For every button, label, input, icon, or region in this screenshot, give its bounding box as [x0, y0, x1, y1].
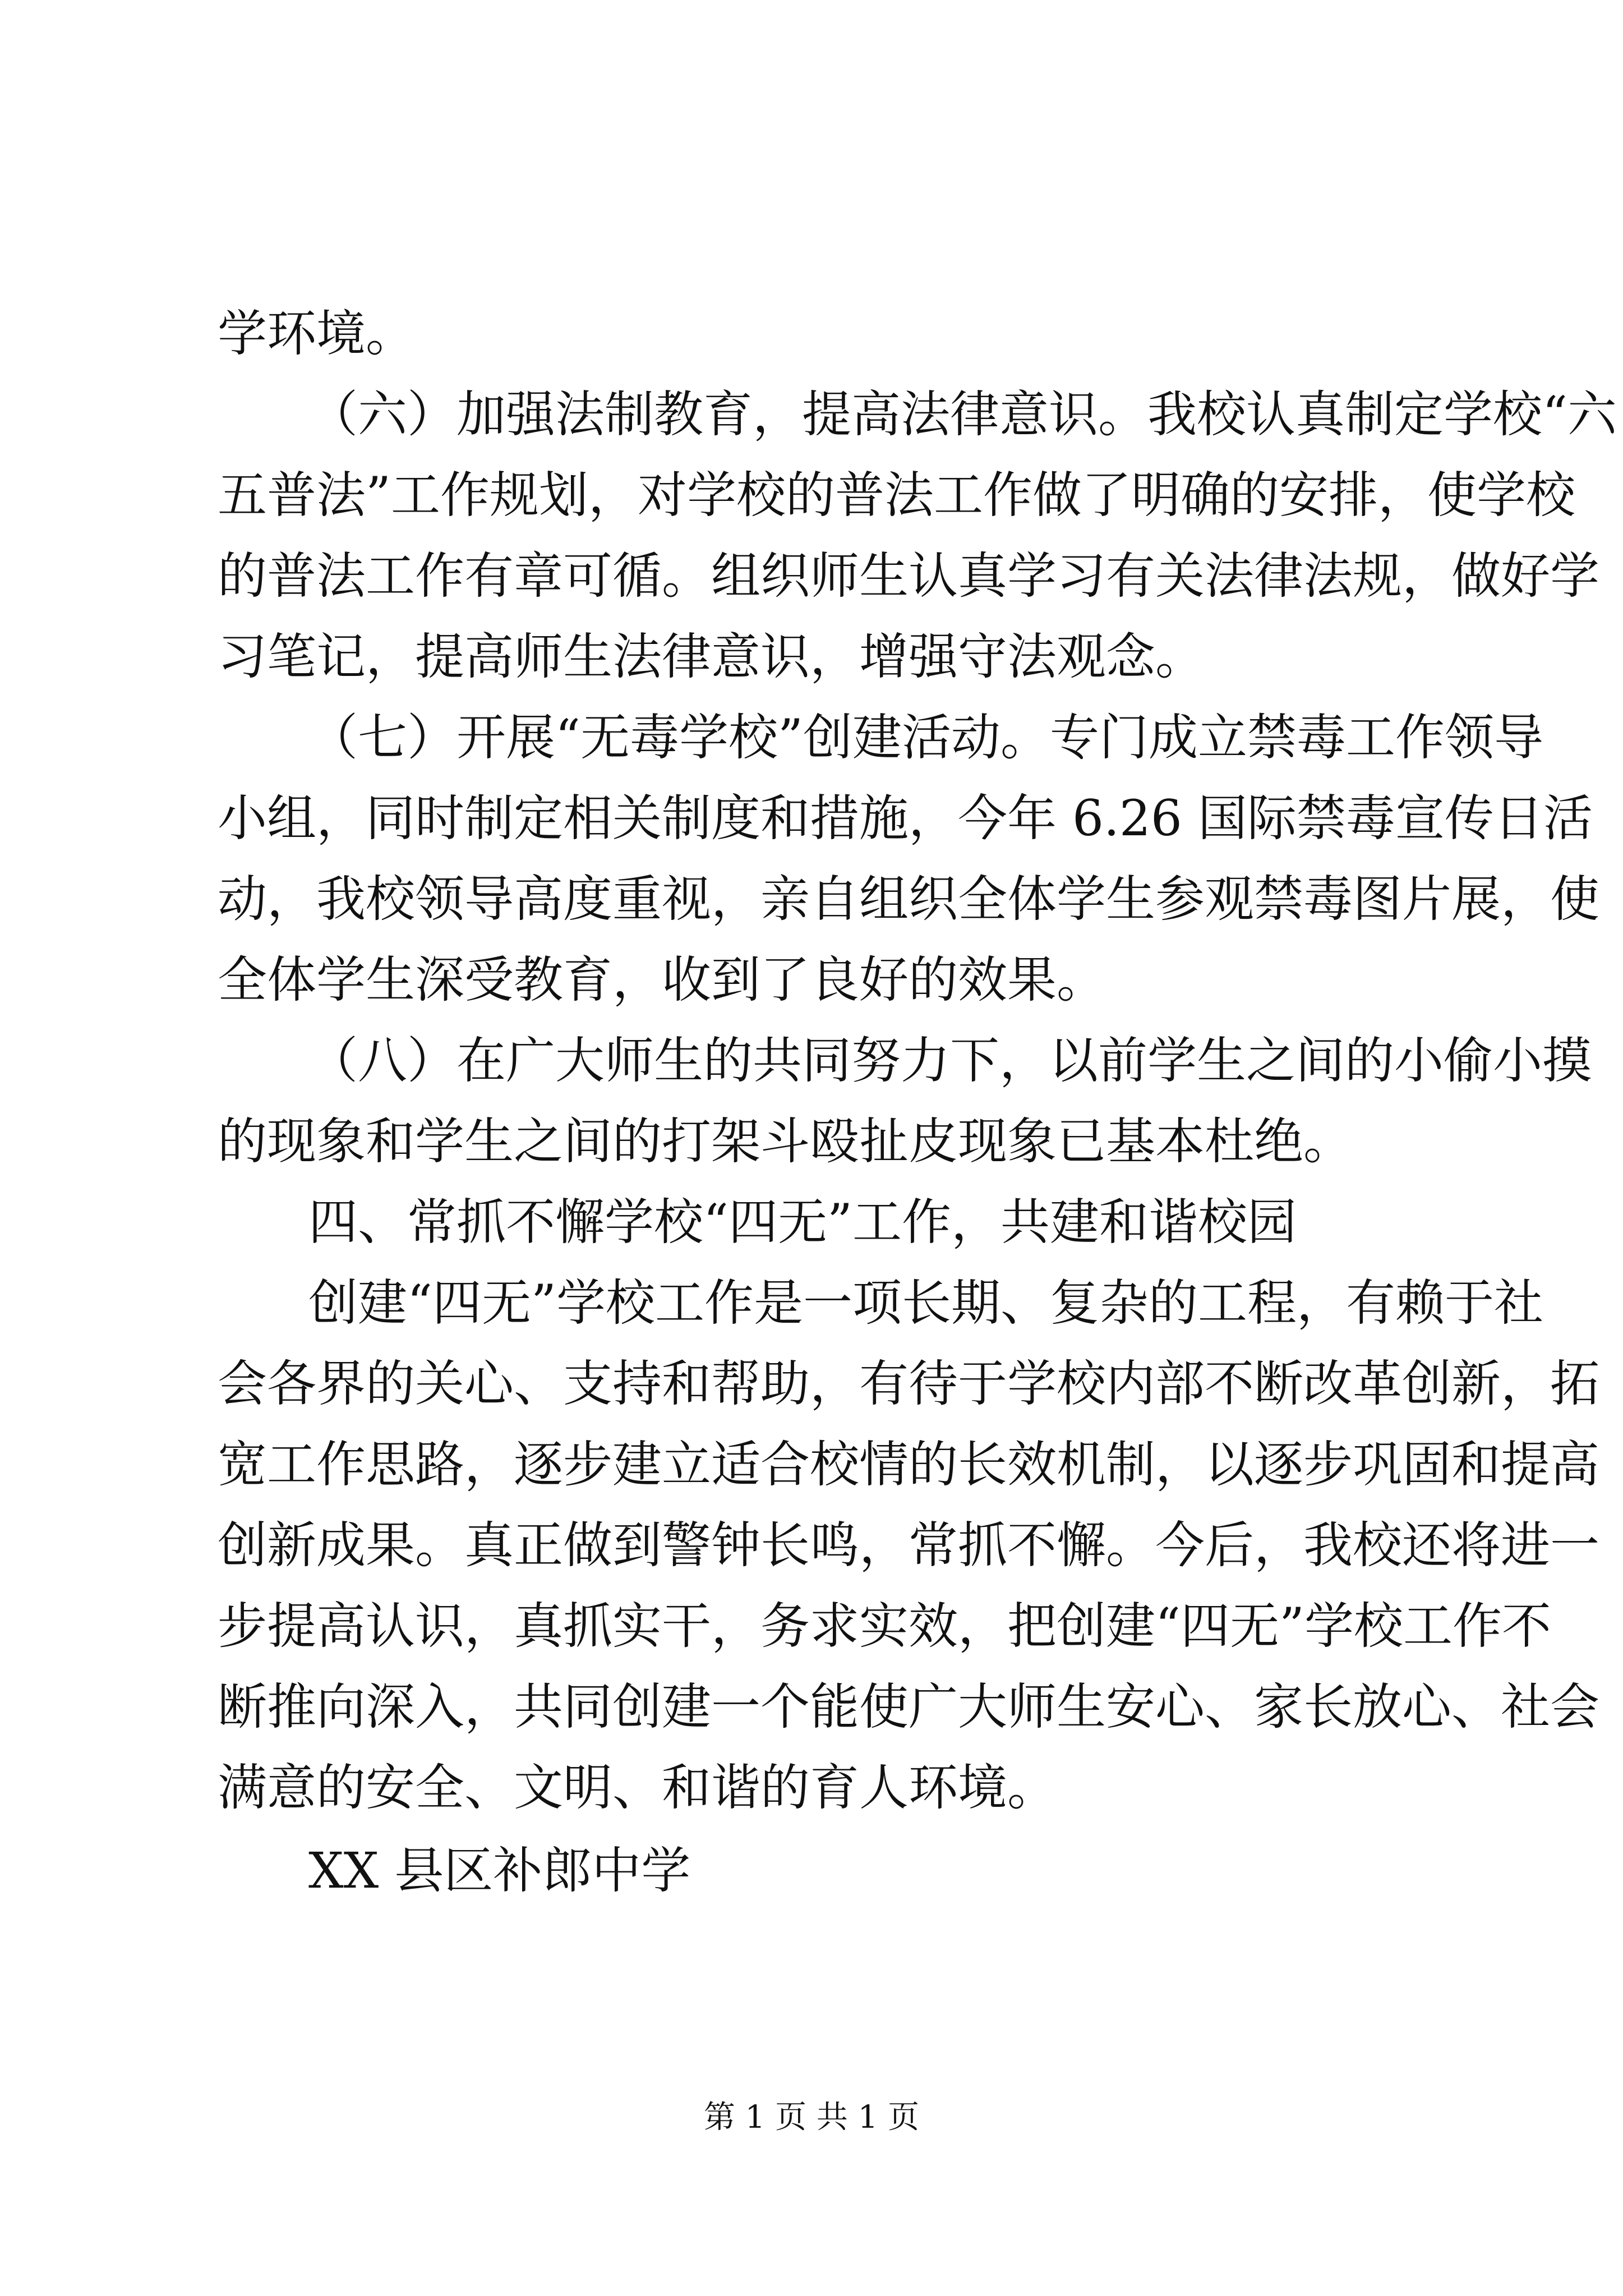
text-line: 学环境。: [218, 305, 416, 362]
text-line: 步提高认识，真抓实干，务求实效，把创建“四无”学校工作不: [218, 1597, 1551, 1655]
text-line: 的普法工作有章可循。组织师生认真学习有关法律法规，做好学: [218, 547, 1600, 605]
text-line: 五普法”工作规划，对学校的普法工作做了明确的安排，使学校: [218, 466, 1575, 524]
text-line: 习笔记，提高师生法律意识，增强守法观念。: [218, 628, 1205, 685]
text-line: 全体学生深受教育，收到了良好的效果。: [218, 951, 1106, 1009]
text-line: 宽工作思路，逐步建立适合校情的长效机制，以逐步巩固和提高: [218, 1435, 1600, 1493]
text-line: 断推向深入，共同创建一个能使广大师生安心、家长放心、社会: [218, 1678, 1600, 1736]
text-line: 的现象和学生之间的打架斗殴扯皮现象已基本杜绝。: [218, 1112, 1353, 1170]
text-line: 动，我校领导高度重视，亲自组织全体学生参观禁毒图片展，使: [218, 870, 1600, 928]
text-line: 小组，同时制定相关制度和措施，今年 6.26 国际禁毒宣传日活: [218, 789, 1593, 847]
text-line: 创建“四无”学校工作是一项长期、复杂的工程，有赖于社: [308, 1274, 1543, 1332]
text-line: 满意的安全、文明、和谐的育人环境。: [218, 1759, 1057, 1816]
paragraph-6-heading-line: （六）加强法制教育，提高法律意识。我校认真制定学校“六: [308, 385, 1617, 443]
section-4-heading: 四、常抓不懈学校“四无”工作，共建和谐校园: [308, 1193, 1297, 1251]
paragraph-8-heading-line: （八）在广大师生的共同努力下，以前学生之间的小偷小摸: [308, 1032, 1592, 1089]
page-number-footer: 第 1 页 共 1 页: [703, 2099, 920, 2136]
signature-school-name: XX 县区补郎中学: [308, 1842, 691, 1899]
text-line: 会各界的关心、支持和帮助，有待于学校内部不断改革创新，拓: [218, 1355, 1600, 1412]
paragraph-7-heading-line: （七）开展“无毒学校”创建活动。专门成立禁毒工作领导: [308, 708, 1543, 766]
text-line: 创新成果。真正做到警钟长鸣，常抓不懈。今后，我校还将进一: [218, 1516, 1600, 1574]
